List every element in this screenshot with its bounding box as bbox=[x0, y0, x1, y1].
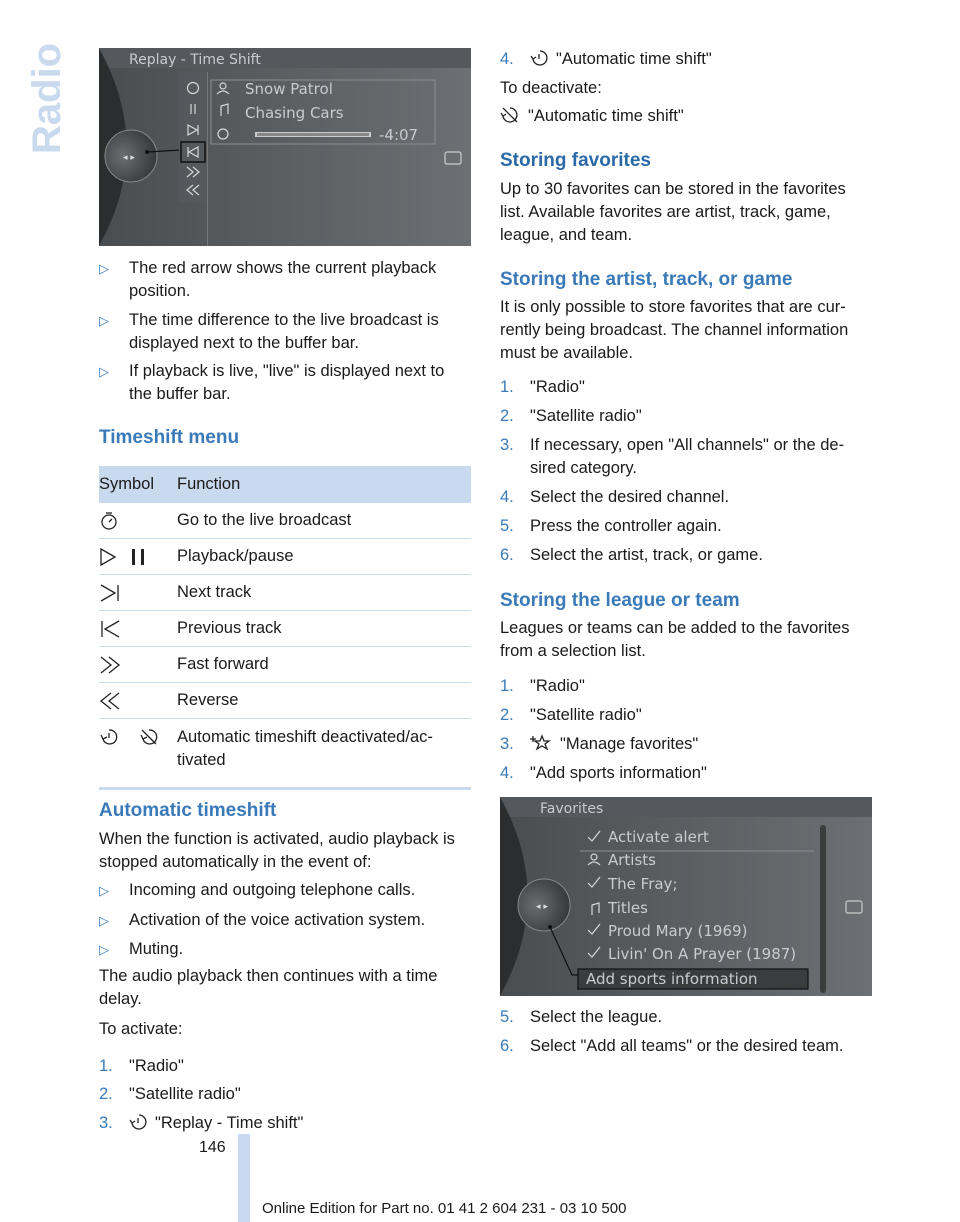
to-activate-label: To activate: bbox=[99, 1020, 183, 1038]
table-row bbox=[99, 647, 471, 683]
side-title-text: Radio bbox=[25, 42, 69, 154]
bullet-item: ▷ Incoming and outgoing telephone calls. bbox=[99, 879, 471, 902]
svg-text:Favorites: Favorites bbox=[540, 801, 604, 817]
triangle-bullet-icon: ▷ bbox=[99, 261, 109, 276]
favorites-screenshot bbox=[500, 797, 872, 996]
table-row bbox=[99, 683, 471, 719]
table-row bbox=[99, 539, 471, 575]
numbered-step: 2. "Satellite radio" bbox=[99, 1085, 241, 1103]
svg-text:The Fray;: The Fray; bbox=[608, 875, 678, 893]
storing-league-paragraph: Leagues or teams can be added to the favorites from a selection list. bbox=[500, 619, 850, 660]
triangle-bullet-icon: ▷ bbox=[99, 942, 109, 957]
timeshift-table bbox=[99, 466, 471, 790]
svg-text:Snow Patrol: Snow Patrol bbox=[245, 80, 333, 98]
clock-icon bbox=[99, 511, 119, 531]
numbered-step: 5. Select the league. bbox=[500, 1008, 663, 1026]
table-cell-function: Playback/pause bbox=[177, 539, 471, 575]
triangle-bullet-icon: ▷ bbox=[99, 313, 109, 328]
table-cell-function: Automatic timeshift deactivated/ac‐tivated bbox=[177, 719, 471, 789]
bullet-item: ▷ Muting. bbox=[99, 938, 471, 961]
table-cell-function: Next track bbox=[177, 575, 471, 611]
storing-artist-heading: Storing the artist, track, or game bbox=[500, 269, 793, 290]
svg-text:Livin' On A Prayer (1987): Livin' On A Prayer (1987) bbox=[608, 945, 797, 963]
to-deactivate-label: To deactivate: bbox=[500, 79, 602, 97]
numbered-step: 4. Select the desired channel. bbox=[500, 488, 730, 506]
numbered-step: 1. "Radio" bbox=[500, 677, 585, 695]
numbered-step: 4. "Automatic time shift" bbox=[500, 50, 712, 68]
storing-artist-paragraph: It is only possible to store favorites that are cur‐rently being broadcast. The channel information must be available. bbox=[500, 298, 849, 362]
triangle-bullet-icon: ▷ bbox=[99, 883, 109, 898]
numbered-step: 3. "Replay - Time shift" bbox=[99, 1114, 304, 1132]
bullet-item: ▷ The time difference to the live broadcast is displayed next to the buffer bar. bbox=[99, 311, 439, 352]
svg-text:Proud Mary (1969): Proud Mary (1969) bbox=[608, 922, 748, 940]
numbered-step: 3. If necessary, open "All channels" or the de‐sired category. bbox=[500, 436, 845, 477]
numbered-step: 5. Press the controller again. bbox=[500, 517, 722, 535]
table-header-symbol: Symbol bbox=[99, 466, 177, 503]
previous-track-icon bbox=[99, 619, 123, 639]
numbered-step: 6. Select "Add all teams" or the desired team. bbox=[500, 1037, 844, 1055]
table-row bbox=[99, 719, 471, 789]
triangle-bullet-icon: ▷ bbox=[99, 913, 109, 928]
storing-favorites-heading: Storing favorites bbox=[500, 150, 651, 171]
table-header-function: Function bbox=[177, 466, 471, 503]
page-number: 146 bbox=[199, 1139, 226, 1156]
numbered-step: 1. "Radio" bbox=[500, 378, 585, 396]
footer-bar bbox=[238, 1134, 250, 1222]
bullet-item: ▷ If playback is live, "live" is displayed next to the buffer bar. bbox=[99, 362, 445, 403]
favorites-paragraph: Up to 30 favorites can be stored in the favorites list. Available favorites are artist, track, game, league, and team. bbox=[500, 180, 846, 244]
svg-text:Titles: Titles bbox=[608, 899, 648, 917]
side-section-title bbox=[20, 42, 70, 162]
svg-text:◂ ▸: ◂ ▸ bbox=[536, 902, 548, 912]
add-favorite-star-icon bbox=[530, 734, 552, 752]
replay-screenshot bbox=[99, 48, 471, 246]
timeshift-menu-heading: Timeshift menu bbox=[99, 427, 240, 448]
svg-text:◂ ▸: ◂ ▸ bbox=[123, 153, 135, 163]
svg-text:Replay - Time Shift: Replay - Time Shift bbox=[129, 52, 261, 68]
svg-text:Chasing Cars: Chasing Cars bbox=[245, 104, 344, 122]
table-row bbox=[99, 611, 471, 647]
table-row bbox=[99, 503, 471, 539]
fast-forward-icon bbox=[99, 655, 123, 675]
triangle-bullet-icon: ▷ bbox=[99, 364, 109, 379]
deactivate-instruction: "Automatic time shift" bbox=[500, 105, 684, 128]
numbered-step: 2. "Satellite radio" bbox=[500, 706, 642, 724]
auto-timeshift-off-icon bbox=[500, 106, 520, 124]
auto-continue-paragraph: The audio playback then continues with a time delay. bbox=[99, 967, 438, 1008]
bullet-item: ▷ The red arrow shows the current playback position. bbox=[99, 259, 437, 300]
auto-timeshift-off-icon bbox=[99, 727, 159, 747]
numbered-step: 4. "Add sports information" bbox=[500, 764, 707, 782]
auto-timeshift-icon bbox=[530, 49, 548, 67]
svg-text:-4:07: -4:07 bbox=[379, 126, 419, 144]
next-track-icon bbox=[99, 583, 123, 603]
numbered-step: 1. "Radio" bbox=[99, 1057, 184, 1075]
automatic-timeshift-heading: Automatic timeshift bbox=[99, 800, 277, 821]
svg-text:Artists: Artists bbox=[608, 851, 656, 869]
play-pause-icon bbox=[99, 547, 155, 567]
numbered-step: 3. "Manage favorites" bbox=[500, 735, 699, 753]
table-cell-function: Reverse bbox=[177, 683, 471, 719]
svg-text:Add sports information: Add sports information bbox=[586, 970, 758, 988]
table-cell-function: Go to the live broadcast bbox=[177, 503, 471, 539]
numbered-step: 6. Select the artist, track, or game. bbox=[500, 546, 763, 564]
table-cell-function: Previous track bbox=[177, 611, 471, 647]
reverse-icon bbox=[99, 691, 123, 711]
storing-league-heading: Storing the league or team bbox=[500, 590, 740, 611]
numbered-step: 2. "Satellite radio" bbox=[500, 407, 642, 425]
auto-intro-paragraph: When the function is activated, audio playback is stopped automatically in the event of: bbox=[99, 830, 455, 871]
footer-edition-text: Online Edition for Part no. 01 41 2 604 231 - 03 10 500 bbox=[262, 1200, 627, 1217]
bullet-item: ▷ Activation of the voice activation system. bbox=[99, 909, 471, 932]
replay-clock-icon bbox=[129, 1113, 147, 1131]
table-cell-function: Fast forward bbox=[177, 647, 471, 683]
table-row bbox=[99, 575, 471, 611]
svg-text:Activate alert: Activate alert bbox=[608, 828, 709, 846]
